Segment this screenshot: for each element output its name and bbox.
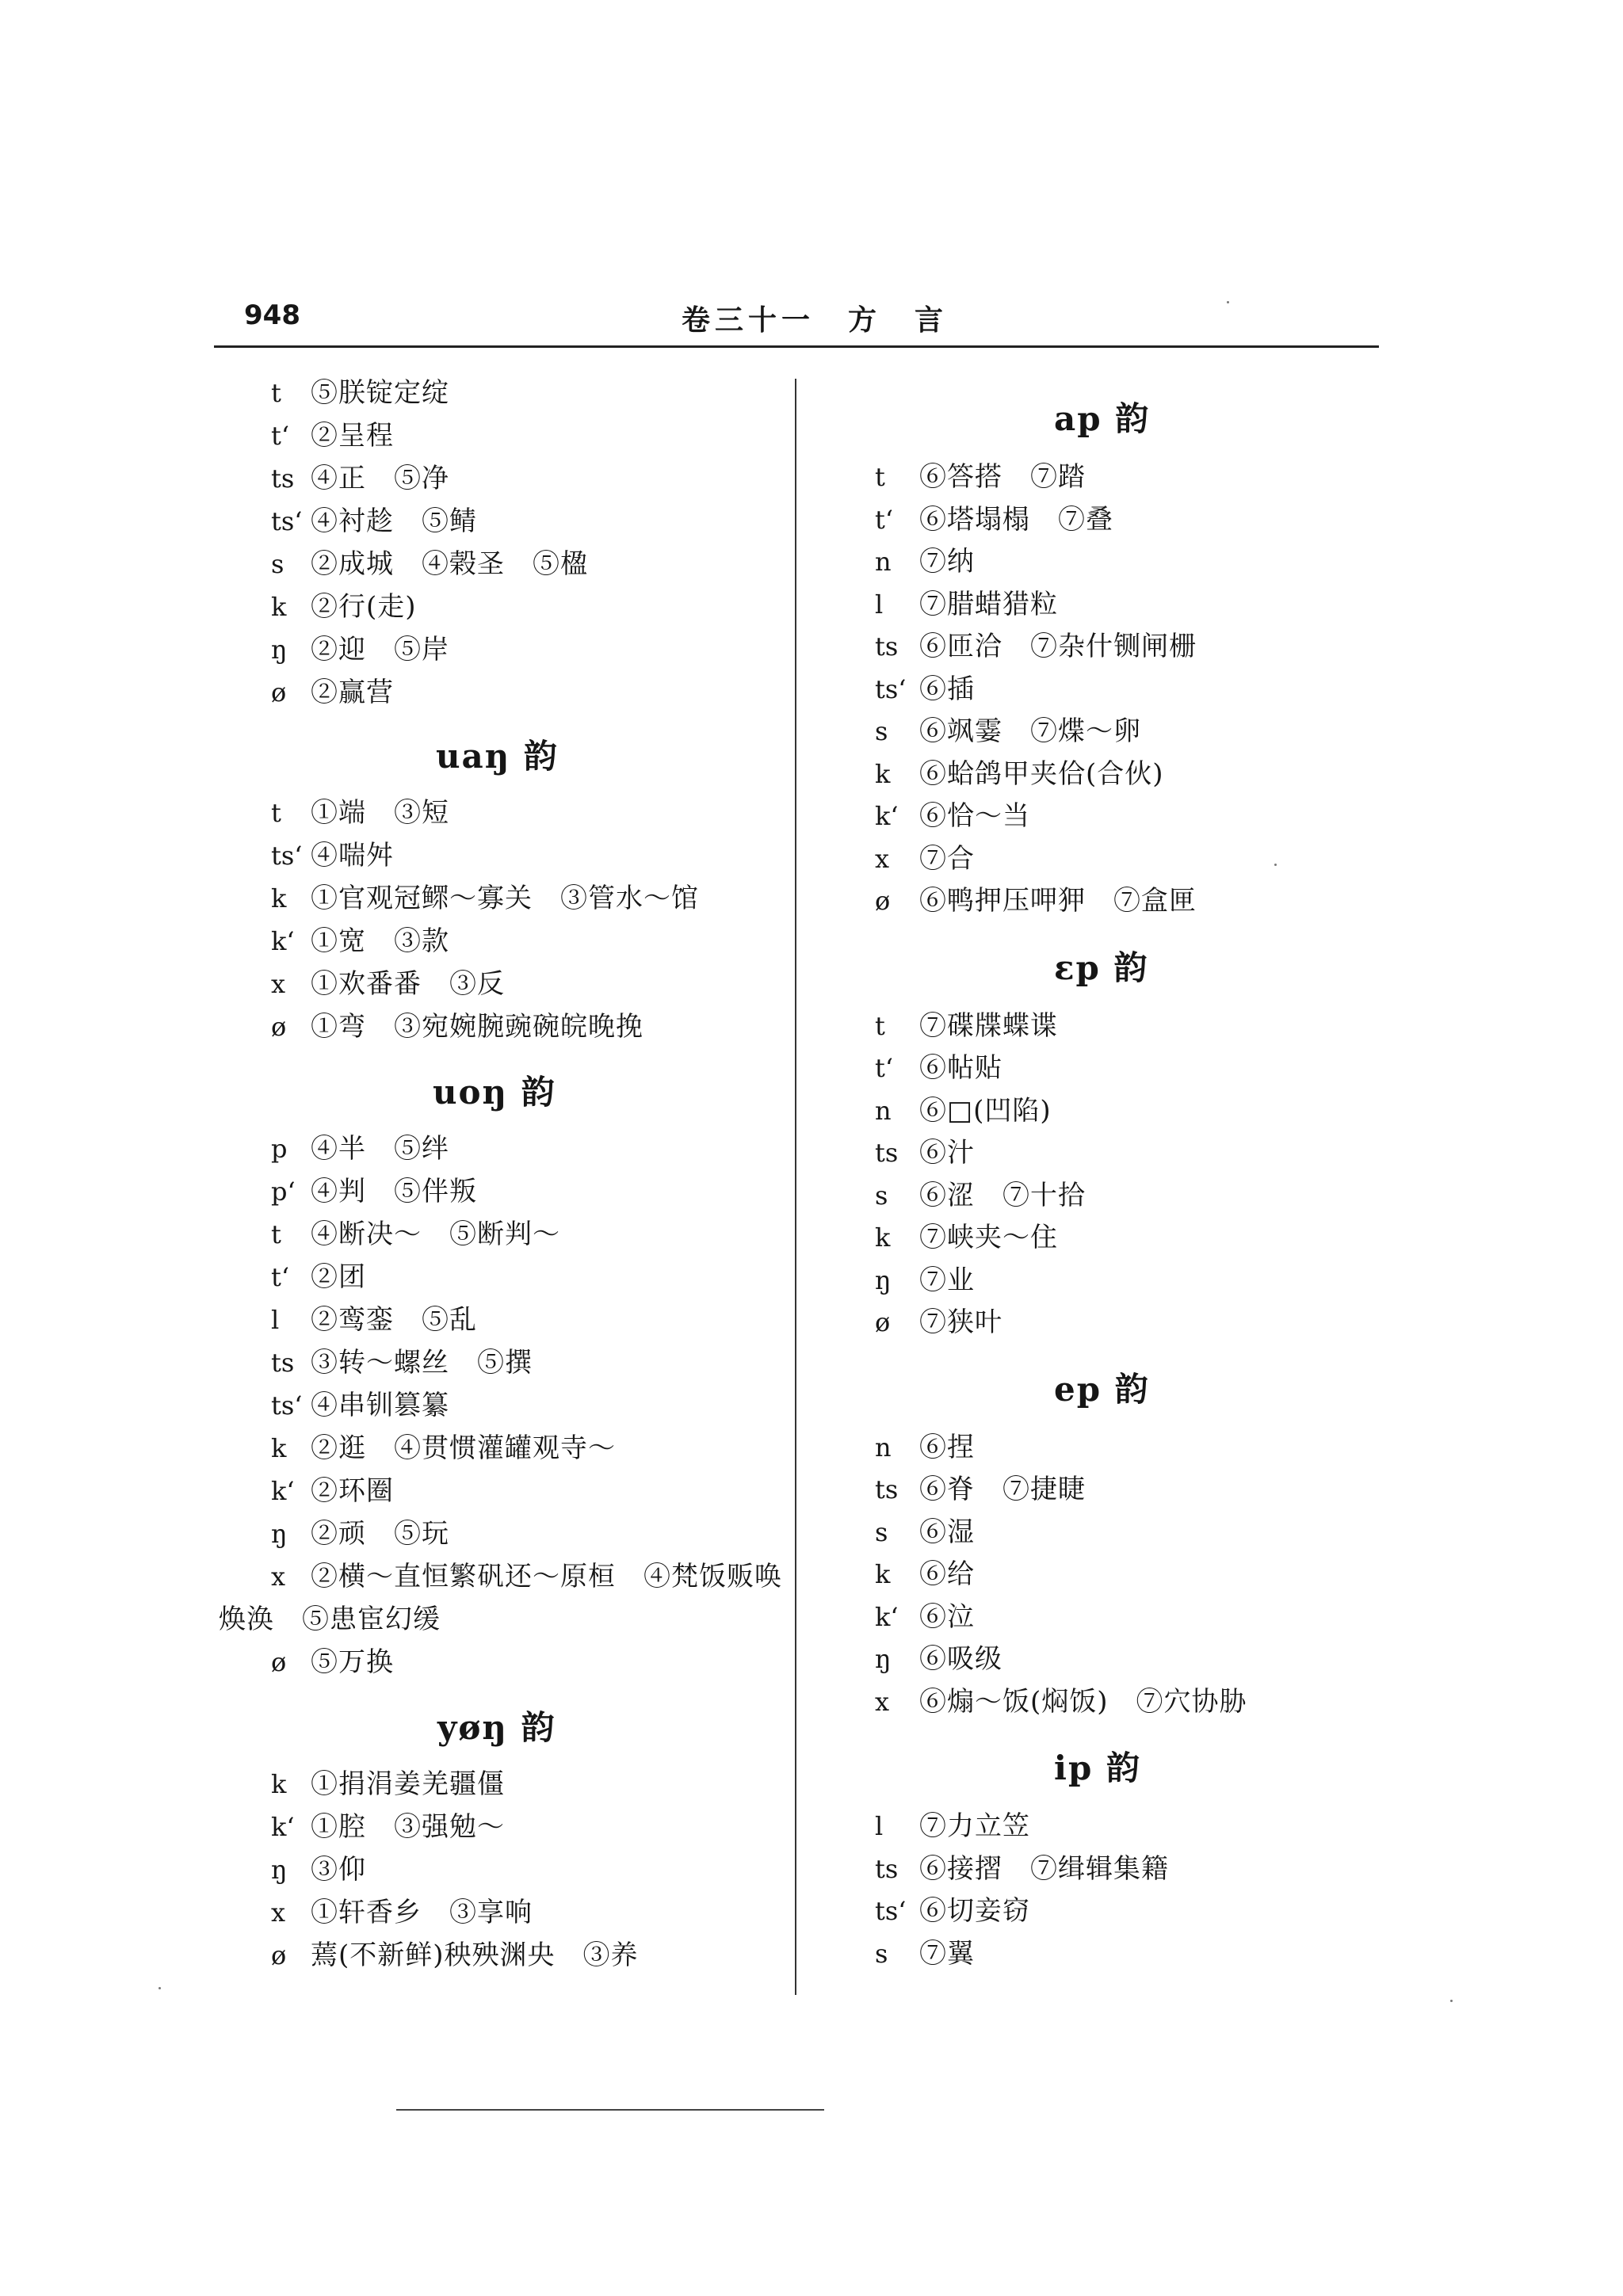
entry-initial: tsʻ — [271, 841, 303, 871]
entry-initial: k — [875, 1559, 891, 1589]
page-number: 948 — [244, 299, 300, 331]
entry-initial: x — [271, 1562, 286, 1592]
entry-characters: ⑥湿 — [919, 1516, 975, 1548]
entry-initial: s — [875, 1516, 888, 1547]
entry-characters: ⑥帖贴 — [919, 1052, 1002, 1084]
entry-characters: ⑥泣 — [919, 1600, 975, 1633]
entry-characters: ⑦力立笠 — [919, 1810, 1030, 1842]
entry-characters: ①宽 ③款 — [311, 925, 449, 957]
rhyme-heading: uaŋ 韵 — [436, 737, 559, 776]
entry-initial: l — [271, 1305, 280, 1335]
entry-characters: ⑦腊蜡猎粒 — [919, 588, 1058, 620]
entry-initial: kʻ — [875, 1601, 899, 1632]
rhyme-heading: yøŋ 韵 — [437, 1708, 556, 1747]
entry-initial: ø — [271, 1647, 287, 1677]
entry-initial: s — [271, 549, 285, 579]
entry-characters: ①腔 ③强勉～ — [311, 1811, 505, 1843]
entry-initial: tʻ — [875, 504, 894, 535]
entry-characters: ⑥塔塌榻 ⑦叠 — [919, 503, 1113, 536]
bottom-rule — [396, 2109, 824, 2111]
entry-initial: kʻ — [271, 926, 295, 956]
entry-characters: ⑥□(凹陷) — [919, 1094, 1052, 1127]
entry-initial: kʻ — [271, 1812, 295, 1842]
entry-characters: ②逛 ④贯惯灌罐观寺～ — [311, 1432, 616, 1464]
entry-initial: ts — [875, 1138, 899, 1168]
entry-characters: ②鸾銮 ⑤乱 — [311, 1304, 477, 1336]
rhyme-heading: uoŋ 韵 — [433, 1073, 556, 1112]
entry-characters: ⑤万换 — [311, 1646, 394, 1678]
entry-initial: t — [875, 462, 885, 492]
entry-initial: l — [875, 1811, 884, 1841]
entry-initial: s — [875, 716, 888, 746]
entry-characters: ③转～螺丝 ⑤撰 — [311, 1347, 533, 1379]
entry-initial: ŋ — [271, 635, 288, 665]
scan-speck — [1227, 301, 1229, 303]
entry-characters: ⑦合 — [919, 842, 975, 875]
entry-characters: ⑥匝洽 ⑦杂什铡闸栅 — [919, 631, 1197, 662]
entry-initial: l — [875, 589, 884, 620]
entry-characters: ⑥飒霎 ⑦煠～卵 — [919, 715, 1141, 747]
entry-characters: ⑥切妾窃 — [919, 1895, 1030, 1927]
entry-initial: n — [875, 1095, 892, 1126]
entry-initial: n — [875, 547, 892, 577]
entry-initial: t — [271, 798, 281, 828]
entry-initial: x — [271, 1897, 286, 1928]
entry-initial: ts — [271, 463, 295, 494]
rhyme-heading: ep 韵 — [1054, 1369, 1150, 1409]
entry-characters: ⑦翼 — [919, 1937, 975, 1970]
entry-characters: ⑥煽～饭(焖饭) ⑦穴协胁 — [919, 1685, 1247, 1718]
entry-characters: ②团 — [311, 1261, 366, 1293]
entry-characters: ⑥鸭押压呷狎 ⑦盒匣 — [919, 885, 1197, 917]
entry-initial: ts — [875, 631, 899, 662]
entry-initial: k — [271, 883, 287, 913]
entry-initial: tsʻ — [875, 673, 907, 704]
entry-characters: ⑥汁 — [919, 1137, 975, 1169]
entry-initial: ø — [271, 677, 287, 707]
entry-characters: ②赢营 — [311, 677, 394, 708]
rhyme-heading: ɛp 韵 — [1054, 948, 1149, 987]
entry-characters: ②环圈 — [311, 1475, 394, 1507]
entry-characters: ③仰 — [311, 1854, 366, 1886]
entry-initial: tʻ — [271, 421, 290, 451]
entry-characters: ④串钏篡纂 — [311, 1390, 449, 1421]
entry-initial: tsʻ — [271, 1390, 303, 1421]
entry-initial: k — [875, 758, 891, 789]
entry-initial: x — [875, 1686, 890, 1717]
entry-characters: ④判 ⑤伴叛 — [311, 1176, 477, 1207]
scan-speck — [1274, 864, 1277, 866]
entry-initial: ts — [875, 1853, 899, 1884]
entry-characters: 蔫(不新鲜)秧殃渊央 ③养 — [311, 1939, 639, 1971]
entry-initial: tʻ — [875, 1053, 894, 1083]
entry-characters: ⑤朕锭定绽 — [311, 377, 449, 409]
entry-characters: ②顽 ⑤玩 — [311, 1518, 449, 1550]
entry-initial: ø — [875, 886, 891, 916]
entry-initial: t — [875, 1010, 885, 1041]
entry-characters: ⑥涩 ⑦十拾 — [919, 1179, 1086, 1211]
entry-characters: ②行(走) — [311, 591, 417, 623]
entry-characters: ①官观冠鳏～寡关 ③管水～馆 — [311, 883, 699, 914]
entry-initial: ŋ — [875, 1264, 892, 1295]
entry-initial: ø — [875, 1307, 891, 1337]
column-divider — [795, 379, 796, 1995]
entry-characters: ⑥给 — [919, 1558, 975, 1590]
entry-initial: x — [271, 969, 286, 999]
entry-characters: ②成城 ④榖圣 ⑤楹 — [311, 548, 588, 580]
entry-initial: s — [875, 1180, 888, 1211]
running-head: 卷三十一 方 言 — [682, 303, 949, 337]
entry-characters: ⑦纳 — [919, 546, 975, 578]
entry-initial: t — [271, 378, 281, 408]
entry-initial: p — [271, 1134, 288, 1164]
entry-initial: ø — [271, 1940, 287, 1970]
entry-initial: ŋ — [875, 1644, 892, 1674]
entry-characters: ⑦碟牒蝶谍 — [919, 1009, 1058, 1042]
entry-characters: ⑥接摺 ⑦缉辑集籍 — [919, 1852, 1169, 1885]
scan-speck — [1450, 2000, 1453, 2002]
rhyme-heading: ip 韵 — [1054, 1749, 1141, 1787]
entry-initial: k — [271, 1769, 287, 1799]
entry-characters: ④正 ⑤净 — [311, 463, 449, 494]
entry-initial: tsʻ — [271, 506, 303, 536]
entry-initial: ŋ — [271, 1855, 288, 1885]
entry-characters: ①端 ③短 — [311, 797, 449, 829]
entry-initial: ts — [271, 1348, 295, 1378]
entry-characters: ④喘舛 — [311, 840, 394, 871]
entry-initial: k — [875, 1222, 891, 1253]
entry-characters: ⑥插 — [919, 673, 975, 705]
entry-initial: tsʻ — [875, 1896, 907, 1926]
entry-initial: kʻ — [271, 1476, 295, 1506]
entry-characters: ④断决～ ⑤断判～ — [311, 1219, 560, 1250]
entry-initial: s — [875, 1938, 888, 1969]
entry-initial: k — [271, 592, 287, 622]
entry-initial: kʻ — [875, 801, 899, 831]
entry-characters: ④衬趁 ⑤鲭 — [311, 505, 477, 537]
scan-speck — [158, 1987, 161, 1989]
entry-characters: ⑦峡夹～住 — [919, 1222, 1058, 1253]
entry-characters: ⑥恰～当 — [919, 800, 1030, 832]
entry-initial: k — [271, 1433, 287, 1463]
entry-characters: ⑥蛤鸽甲夹佮(合伙) — [919, 757, 1164, 790]
entry-characters: ⑦业 — [919, 1264, 975, 1296]
entry-characters: ①欢番番 ③反 — [311, 968, 505, 1000]
entry-characters: ④半 ⑤绊 — [311, 1133, 449, 1165]
entry-characters: ①弯 ③宛婉腕豌碗皖晚挽 — [311, 1011, 643, 1043]
entry-initial: ts — [875, 1474, 899, 1505]
entry-characters: ⑥答搭 ⑦踏 — [919, 461, 1086, 493]
entry-initial: t — [271, 1219, 281, 1249]
entry-initial: x — [875, 843, 890, 874]
entry-initial: ø — [271, 1012, 287, 1042]
rhyme-heading: ap 韵 — [1054, 399, 1151, 438]
entry-characters: ⑥吸级 — [919, 1643, 1002, 1675]
header-rule — [214, 345, 1379, 348]
entry-characters: ②迎 ⑤岸 — [311, 634, 449, 666]
entry-characters: ⑦狭叶 — [919, 1306, 1002, 1338]
entry-initial: ŋ — [271, 1519, 288, 1549]
entry-initial: pʻ — [271, 1177, 296, 1207]
entry-characters: ②横～直恒繁矾还～原桓 ④梵饭贩唤 — [311, 1561, 782, 1592]
entry-initial: tʻ — [271, 1262, 290, 1292]
entry-characters: ①捐涓姜羌疆僵 — [311, 1768, 505, 1800]
entry-characters: ②呈程 — [311, 420, 394, 452]
entry-characters: ⑥脊 ⑦捷睫 — [919, 1474, 1086, 1505]
entry-characters: ⑥捏 — [919, 1431, 975, 1463]
entry-continuation: 焕涣 ⑤患宦幻缓 — [219, 1604, 441, 1635]
entry-characters: ①轩香乡 ③享响 — [311, 1897, 533, 1928]
entry-initial: n — [875, 1432, 892, 1463]
